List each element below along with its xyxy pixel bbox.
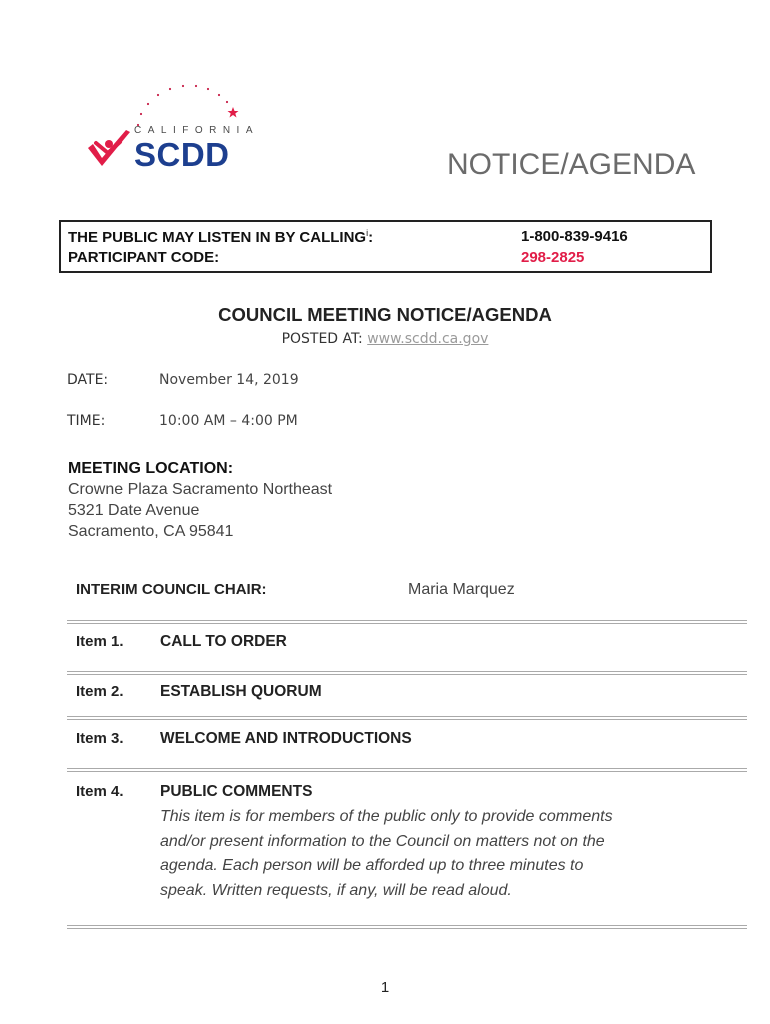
date-value: November 14, 2019 <box>159 372 299 388</box>
page-title: NOTICE/AGENDA <box>447 148 696 181</box>
logo-org-text: SCDD <box>134 136 230 173</box>
logo-star-icon <box>228 107 239 118</box>
posted-at-link[interactable]: www.scdd.ca.gov <box>367 331 489 347</box>
agenda-item-number: Item 3. <box>76 730 124 747</box>
agenda-item-title: ESTABLISH QUORUM <box>160 683 322 700</box>
logo-state-text: CALIFORNIA <box>134 125 260 136</box>
posted-at-label: POSTED AT: <box>281 331 363 347</box>
agenda-item-number: Item 1. <box>76 633 124 650</box>
agenda-item-number: Item 4. <box>76 783 124 800</box>
location-heading: MEETING LOCATION: <box>68 460 234 477</box>
meeting-heading: COUNCIL MEETING NOTICE/AGENDA <box>218 304 552 325</box>
call-in-label-suffix: : <box>368 229 374 246</box>
divider <box>67 768 747 772</box>
divider <box>67 671 747 675</box>
agenda-item-number: Item 2. <box>76 683 124 700</box>
participant-code-label: PARTICIPANT CODE: <box>68 249 220 266</box>
time-label: TIME: <box>67 413 106 429</box>
call-in-label <box>68 228 373 246</box>
page-number: 1 <box>380 979 390 996</box>
divider <box>67 716 747 720</box>
location-city: Sacramento, CA 95841 <box>68 523 234 540</box>
divider <box>67 925 747 929</box>
meeting-location <box>68 458 332 542</box>
location-name: Crowne Plaza Sacramento Northeast <box>68 481 333 498</box>
call-in-number: 1-800-839-9416 <box>521 228 628 245</box>
posted-at-line <box>0 331 770 347</box>
agenda-item-description: This item is for members of the public only to provide comments and/or present information to the Council on matters not on the agenda. Each person will be afforded up to three minutes to speak. Written requests, if any, will be read aloud. <box>160 808 613 899</box>
chair-name: Maria Marquez <box>408 581 515 598</box>
logo-figure-head-icon <box>105 140 113 148</box>
call-in-box <box>59 220 712 273</box>
agenda-item-title: PUBLIC COMMENTS <box>160 783 313 800</box>
divider <box>67 620 747 624</box>
agenda-item-title: WELCOME AND INTRODUCTIONS <box>160 730 412 747</box>
participant-code-value: 298-2825 <box>521 249 585 266</box>
date-label: DATE: <box>67 372 109 388</box>
time-value: 10:00 AM – 4:00 PM <box>159 413 298 429</box>
logo-dot-arc <box>137 85 228 126</box>
location-street: 5321 Date Avenue <box>68 502 200 519</box>
footnote-marker: i <box>366 228 369 238</box>
agenda-item-title: CALL TO ORDER <box>160 633 287 650</box>
chair-label: INTERIM COUNCIL CHAIR: <box>76 581 267 598</box>
call-in-label-text: THE PUBLIC MAY LISTEN IN BY CALLING <box>68 229 367 246</box>
